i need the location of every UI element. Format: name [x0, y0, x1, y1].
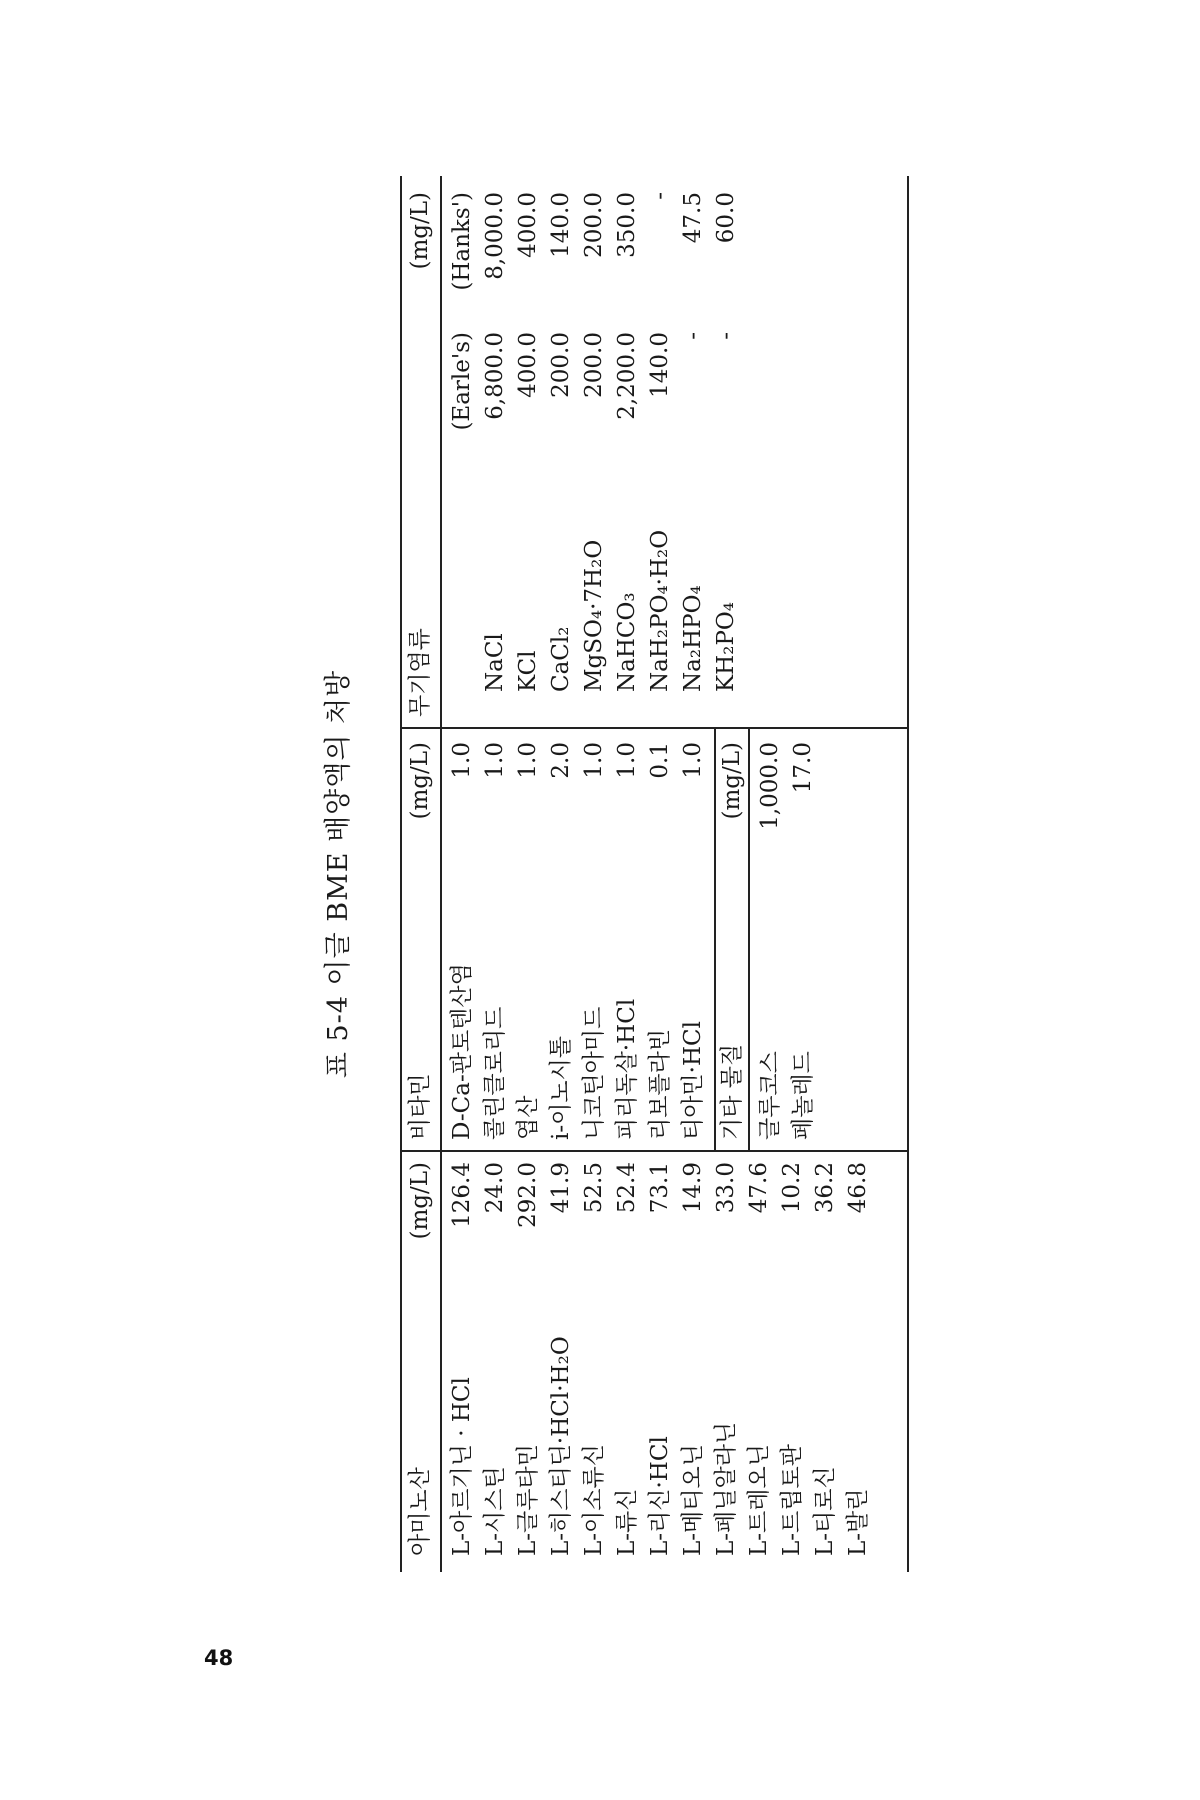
table-row-amino-2-name: L-시스틴: [482, 1466, 508, 1556]
table-row-inorganic-8-earle: -: [713, 332, 739, 340]
table-row-inorganic-4-earle: 200.0: [581, 332, 607, 398]
table-row-vitamin-4-name: i-이노시톨: [548, 1036, 574, 1140]
table-row-amino-11-value: 10.2: [779, 1162, 805, 1214]
table-row-amino-7-name: L-리신·HCl: [647, 1436, 673, 1556]
amino-unit: (mg/L): [407, 1162, 433, 1240]
table-row-inorganic-8-hanks: 60.0: [713, 192, 739, 244]
table-row-amino-13-name: L-발린: [845, 1488, 871, 1556]
amino-header: 아미노산: [407, 1467, 433, 1556]
table-row-amino-2-value: 24.0: [482, 1162, 508, 1214]
top-rule: [400, 176, 402, 1572]
table-row-amino-12-name: L-티로신: [812, 1466, 838, 1556]
table-row-vitamin-7-name: 리보플라빈: [647, 1028, 673, 1140]
vitamin-unit: (mg/L): [407, 742, 433, 820]
vitamin-header: 비타민: [407, 1073, 433, 1140]
rotated-table-page: [323, 176, 909, 1572]
table-row-inorganic-7-earle: -: [680, 332, 706, 340]
header-rule: [440, 176, 442, 1572]
table-row-amino-12-value: 36.2: [812, 1162, 838, 1214]
table-row-vitamin-5-name: 니코틴아미드: [581, 1006, 607, 1140]
inorganic-col-hanks: (Hanks'): [449, 192, 475, 291]
table-row-inorganic-1-earle: 6,800.0: [482, 332, 508, 420]
table-row-vitamin-2-name: 콜린클로리드: [482, 1006, 508, 1140]
table-row-amino-11-name: L-트립토판: [779, 1444, 805, 1556]
divider-amino-vitamin: [400, 1150, 909, 1152]
table-row-amino-1-name: L-아르기닌 · HCl: [449, 1377, 475, 1556]
table-row-vitamin-7-value: 0.1: [647, 742, 673, 779]
table-row-inorganic-3-earle: 200.0: [548, 332, 574, 398]
table-row-inorganic-7-hanks: 47.5: [680, 192, 706, 244]
bottom-rule: [907, 176, 909, 1572]
table-row-other-2-value: 17.0: [790, 742, 816, 794]
table-row-inorganic-8-name: KH₂PO₄: [713, 601, 739, 692]
table-row-amino-6-value: 52.4: [614, 1162, 640, 1214]
table-row-vitamin-1-value: 1.0: [449, 742, 475, 779]
table-row-inorganic-1-hanks: 8,000.0: [482, 192, 508, 280]
table-row-vitamin-2-value: 1.0: [482, 742, 508, 779]
table-row-vitamin-8-value: 1.0: [680, 742, 706, 779]
table-row-amino-4-value: 41.9: [548, 1162, 574, 1214]
table-row-inorganic-3-name: CaCl₂: [548, 626, 574, 692]
other-header-bottom-rule: [748, 729, 750, 1150]
table-row-other-2-name: 페놀레드: [790, 1051, 816, 1140]
table-row-inorganic-4-hanks: 200.0: [581, 192, 607, 258]
inorganic-col-earle: (Earle's): [449, 332, 475, 431]
table-row-vitamin-6-name: 피리독살·HCl: [614, 998, 640, 1140]
table-row-amino-8-value: 14.9: [680, 1162, 706, 1214]
table-row-inorganic-4-name: MgSO₄·7H₂O: [581, 539, 607, 692]
divider-vitamin-inorganic: [400, 727, 909, 729]
other-unit: (mg/L): [719, 742, 745, 820]
table-row-inorganic-2-earle: 400.0: [515, 332, 541, 398]
table-caption: 표 5-4 이글 BME 배양액의 처방: [323, 669, 354, 1079]
table-row-amino-10-name: L-트레오닌: [746, 1444, 772, 1556]
table-row-inorganic-5-name: NaHCO₃: [614, 592, 640, 692]
table-row-inorganic-7-name: Na₂HPO₄: [680, 585, 706, 692]
table-row-amino-9-value: 33.0: [713, 1162, 739, 1214]
table-row-inorganic-3-hanks: 140.0: [548, 192, 574, 258]
table-row-amino-5-value: 52.5: [581, 1162, 607, 1214]
table-row-vitamin-5-value: 1.0: [581, 742, 607, 779]
table-row-inorganic-6-earle: 140.0: [647, 332, 673, 398]
table-row-amino-6-name: L-류신: [614, 1488, 640, 1556]
inorganic-header: 무기염류: [407, 628, 433, 717]
table-row-vitamin-4-value: 2.0: [548, 742, 574, 779]
table-row-vitamin-3-value: 1.0: [515, 742, 541, 779]
table-row-amino-7-value: 73.1: [647, 1162, 673, 1214]
table-row-inorganic-6-hanks: -: [647, 192, 673, 200]
other-header: 기타 물질: [719, 1043, 745, 1140]
table-row-inorganic-5-earle: 2,200.0: [614, 332, 640, 420]
table-row-amino-4-name: L-히스티딘·HCl·H₂O: [548, 1336, 574, 1556]
table-row-inorganic-6-name: NaH₂PO₄·H₂O: [647, 529, 673, 692]
table-row-amino-9-name: L-페닐알라닌: [713, 1421, 739, 1556]
table-row-other-1-value: 1,000.0: [757, 742, 783, 830]
table-row-inorganic-2-hanks: 400.0: [515, 192, 541, 258]
table-row-amino-1-value: 126.4: [449, 1162, 475, 1228]
table-row-vitamin-1-name: D-Ca-판토텐산염: [449, 963, 475, 1140]
page-number: 48: [204, 1646, 234, 1670]
table-row-amino-3-value: 292.0: [515, 1162, 541, 1228]
table-row-vitamin-6-value: 1.0: [614, 742, 640, 779]
table-row-vitamin-8-name: 티아민·HCl: [680, 1021, 706, 1140]
table-row-inorganic-2-name: KCl: [515, 650, 541, 692]
table-row-amino-3-name: L-글루타민: [515, 1444, 541, 1556]
table-row-other-1-name: 글루코스: [757, 1051, 783, 1140]
table-row-inorganic-5-hanks: 350.0: [614, 192, 640, 258]
inorganic-unit: (mg/L): [407, 192, 433, 270]
table-row-amino-10-value: 47.6: [746, 1162, 772, 1214]
table-row-amino-13-value: 46.8: [845, 1162, 871, 1214]
table-row-amino-5-name: L-이소류신: [581, 1444, 607, 1556]
table-row-inorganic-1-name: NaCl: [482, 633, 508, 692]
table-row-vitamin-3-name: 엽산: [515, 1095, 541, 1140]
table-row-amino-8-name: L-메티오닌: [680, 1444, 706, 1556]
